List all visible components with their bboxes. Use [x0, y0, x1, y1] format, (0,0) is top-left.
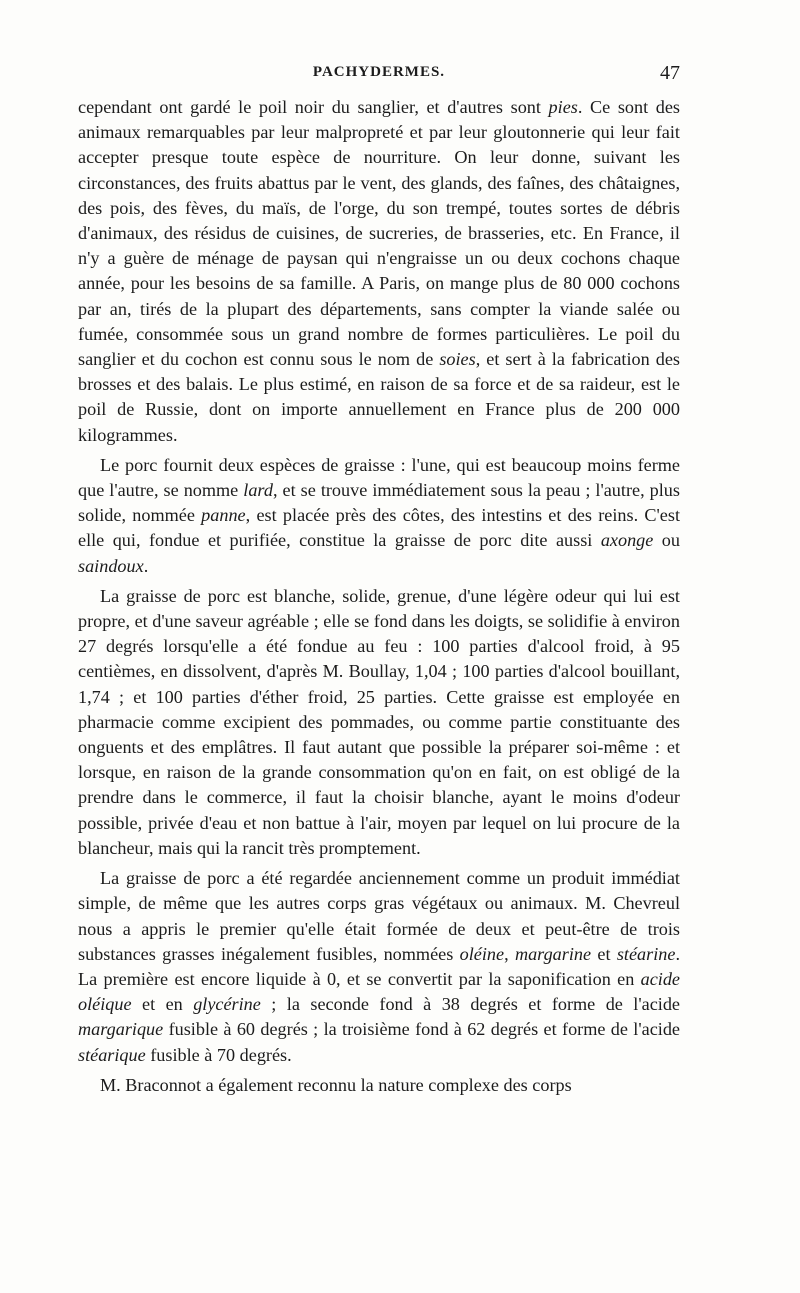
italic-term: stéarine [616, 943, 676, 964]
text-run: Le porc fournit deux espèces de graisse : l'une, qui est beaucoup moins ferme que l'autre, se nomme [78, 454, 680, 501]
text-run: . [143, 555, 149, 576]
text-run: et en [131, 994, 194, 1015]
text-run: cependant ont gardé le poil noir du sanglier, et d'autres sont [78, 97, 549, 117]
text-run: La graisse de porc est blanche, solide, grenue, d'une légère odeur qui lui est propre, et d'une saveur agréable ; elle se fond dans les doigts, se solidifie à environ 27 degrés lorsqu'elle a été fondue au feu : 100 parties d'alcool froid, à 95 centièmes, en dissolvent, d'après M. Boullay, 1,04 ; 100 parties d'alcool bouillant, 1,74 ; et 100 parties d'éther froid, 25 parties. Cette graisse est employée en pharmacie comme excipient des pommades, ou comme partie constituante des onguents et des emplâtres. Il faut autant que possible la préparer soi-même : et lorsque, en raison de la grande consommation qu'on en fait, on est obligé de la prendre dans le commerce, il faut la choisir blanche, ayant le moins d'odeur possible, privée d'eau et non battue à l'air, moyen par lequel on lui procure de la blancheur, mais qui la rancit très promptement. [78, 585, 680, 858]
italic-term: acide oléique [78, 968, 680, 1015]
page-number: 47 [660, 62, 680, 84]
italic-term: pies [548, 97, 578, 117]
body-text [78, 95, 680, 1103]
running-head [78, 64, 680, 88]
text-run: ; la seconde fond à 38 degrés et forme de l'acide [260, 994, 681, 1015]
text-run: fusible à 70 degrés. [145, 1044, 292, 1065]
italic-term: saindoux [78, 555, 144, 576]
paragraph [78, 1073, 680, 1098]
text-run: ou [653, 530, 680, 551]
italic-term: stéarique [78, 1044, 146, 1065]
text-run: . La première est encore liquide à 0, et se convertit par la saponification en [78, 943, 680, 989]
paragraph [78, 95, 680, 448]
paragraph [78, 584, 680, 861]
running-title: PACHYDERMES. [312, 64, 446, 80]
text-run: fusible à 60 degrés ; la troisième fond à 62 degrés et forme de l'acide [163, 1019, 680, 1040]
paragraph [78, 866, 680, 1068]
italic-term: glycérine [193, 994, 261, 1015]
text-run: , [504, 943, 515, 964]
text-run: , et sert à la fabrication des brosses et des balais. Le plus estimé, en raison de sa force et de sa raideur, est le poil de Russie, dont on importe annuellement en France plus de 200 000 kilogrammes. [78, 349, 680, 445]
italic-term: panne [201, 505, 246, 526]
italic-term: margarine [514, 943, 592, 964]
italic-term: oléine [459, 943, 505, 964]
text-run: . Ce sont des animaux remarquables par leur malpropreté et par leur gloutonnerie qui leur fait accepter presque toute espèce de nourriture. On leur donne, suivant les circonstances, des fruits abattus par le vent, des glands, des faînes, des châtaignes, des pois, des fèves, du maïs, de l'orge, du son trempé, toutes sortes de débris d'animaux, des résidus de cuisines, de sucreries, de brasseries, etc. En France, il n'y a guère de ménage de paysan qui n'engraisse un ou deux cochons chaque année, pour les besoins de sa famille. A Paris, on mange plus de 80 000 cochons par an, tirés de la plupart des départements, sans compter la viande salée ou fumée, consommée sous un grand nombre de formes particulières. Le poil du sanglier et du cochon est connu sous le nom de [78, 97, 680, 370]
italic-term: lard [243, 480, 273, 501]
italic-term: margarique [78, 1019, 164, 1040]
text-run: et [591, 943, 617, 964]
italic-term: soies [439, 349, 476, 370]
text-run: , est placée près des côtes, des intestins et des reins. C'est elle qui, fondue et purifiée, constitue la graisse de porc dite aussi [78, 505, 681, 551]
text-run: M. Braconnot a également reconnu la nature complexe des corps [100, 1074, 572, 1095]
italic-term: axonge [600, 530, 654, 551]
text-run: La graisse de porc a été regardée anciennement comme un produit immédiat simple, de même que les autres corps gras végétaux ou animaux. M. Chevreul nous a appris le premier qu'elle était formée de deux et peut-être de trois substances grasses inégalement fusibles, nommées [78, 868, 680, 964]
text-run: , et se trouve immédiatement sous la peau ; l'autre, plus solide, nommée [78, 480, 680, 526]
paragraph [78, 453, 680, 579]
